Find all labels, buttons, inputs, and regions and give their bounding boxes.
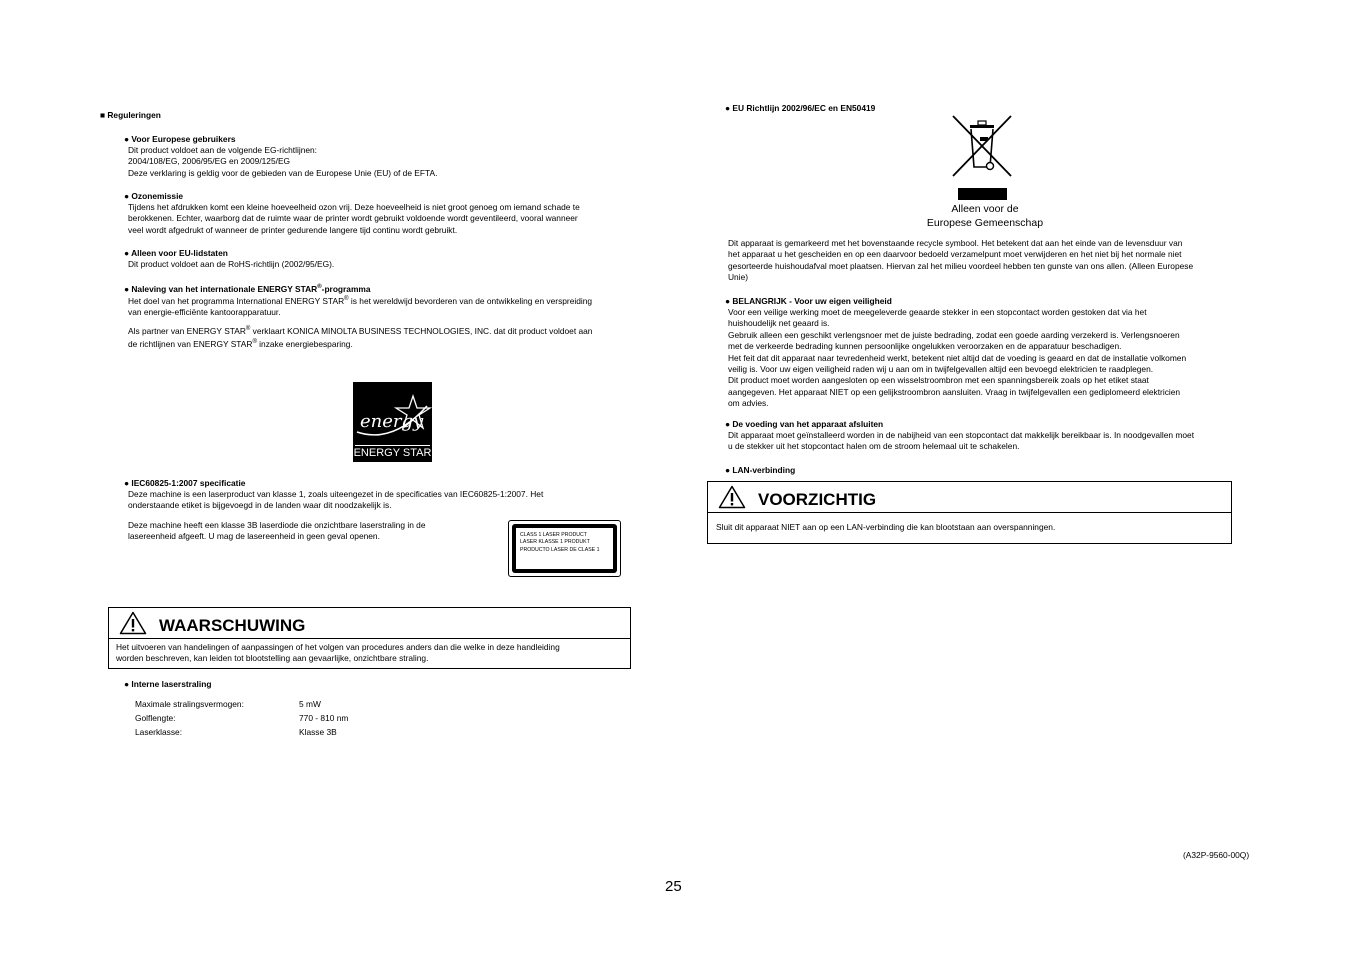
energy-star-paragraph-2: Als partner van ENERGY STAR® verklaart KONICA MINOLTA BUSINESS TECHNOLOGIES, INC. dat dit product voldoet aan de richtlijnen van ENERGY STAR® inzake energiebesparing.: [128, 325, 593, 349]
spec-label: Golflengte:: [135, 713, 176, 723]
document-code: (A32P-9560-00Q): [1183, 850, 1250, 860]
weee-title: ● EU Richtlijn 2002/96/EC en EN50419: [725, 103, 876, 113]
ozone-title: ● Ozonemissie: [124, 191, 184, 201]
eu-states-title: ● Alleen voor EU-lidstaten: [124, 248, 228, 258]
ozone-body: Tijdens het afdrukken komt een kleine hoeveelheid ozon vrij. Deze hoeveelheid is niet groot genoeg om iemand schade te berokkenen. Echter, waarborg dat de ruimte waar de printer wordt gebruikt voldoende wordt geventileerd, vooral wanneer veel wordt afgedrukt of wanneer de printer gedurende langere tijd continu wordt gebruikt.: [128, 202, 580, 235]
laser-class-label: [508, 520, 621, 577]
weee-caption: Alleen voor de Europese Gemeenschap: [926, 203, 1044, 229]
iec-body-2: Deze machine heeft een klasse 3B laserdiode die onzichtbare laserstraling in de lasereenheid afgeeft. U mag de lasereenheid in geen geval openen.: [128, 520, 426, 542]
warning-title: WAARSCHUWING: [159, 616, 306, 635]
energy-star-title: ● Naleving van het internationale ENERGY STAR®-programma: [124, 283, 371, 294]
table-row: [135, 699, 348, 713]
energy-script-text: energy: [360, 411, 424, 432]
internal-laser-title: ● Interne laserstraling: [124, 679, 212, 689]
caution-title: VOORZICHTIG: [758, 490, 877, 509]
laser-label-line-3: PRODUCTO LASER DE CLASE 1: [520, 546, 600, 553]
table-row: [135, 713, 348, 727]
spec-value: 5 mW: [299, 699, 321, 709]
weee-black-bar: [958, 188, 1007, 200]
caution-body: Sluit dit apparaat NIET aan op een LAN-verbinding die kan blootstaan aan overspanningen.: [716, 522, 1056, 532]
safety-title: ● BELANGRIJK - Voor uw eigen veiligheid: [725, 296, 892, 306]
warning-box: [108, 607, 631, 669]
laser-label-line-2: LASER KLASSE 1 PRODUKT: [520, 539, 590, 546]
energy-star-logo: [353, 382, 432, 462]
warning-triangle-icon: [119, 611, 147, 635]
caution-box: [707, 481, 1232, 544]
laser-spec-table: [135, 699, 348, 741]
safety-body: Voor een veilige werking moet de meegeleverde geaarde stekker in een stopcontact worden gestoken dat via het huishoudelijk net geaard is. Gebruik alleen een geschikt verlengsnoer met de juiste bedrading, zodat een goede aarding verzekerd is. Verlengsnoeren met de verkeerde bedrading kunnen persoonlijke ongelukken veroorzaken en de apparatuur beschadigen. Het feit dat dit apparaat naar tevredenheid werkt, betekent niet altijd dat de voeding is geaard en dat de installatie volkomen veilig is. Voor uw eigen veiligheid raden wij u aan om in twijfelgevallen altijd een bevoegd elektricien te raadplegen. Dit product moet worden aangesloten op een wisselstroombron met een spanningsbereik zoals op het etiket staat aangegeven. Het apparaat NIET op een gelijkstroombron aansluiten. Vraag in twijfelgevallen een gediplomeerd elektricien om advies.: [728, 307, 1187, 409]
eu-states-body: Dit product voldoet aan de RoHS-richtlijn (2002/95/EG).: [128, 259, 335, 269]
iec-body: Deze machine is een laserproduct van klasse 1, zoals uiteengezet in de specificaties van IEC60825-1:2007. Het onderstaande etiket is bijgevoegd in de landen waar dit noodzakelijk is.: [128, 489, 544, 511]
energy-star-paragraph-1: Het doel van het programma International ENERGY STAR® is het wereldwijd bevorderen van de ontwikkeling en verspreiding van energie-efficiënte kantoorapparatuur.: [128, 295, 593, 318]
energy-star-icon: [353, 382, 432, 446]
energy-star-logo-label: ENERGY STAR: [353, 447, 432, 459]
eu-users-body: Dit product voldoet aan de volgende EG-richtlijnen: 2004/108/EG, 2006/95/EG en 2009/125/EG Deze verklaring is geldig voor de gebieden van de Europese Unie (EU) of de EFTA.: [128, 145, 438, 178]
lan-title: ● LAN-verbinding: [725, 465, 796, 475]
spec-value: Klasse 3B: [299, 727, 337, 737]
table-row: [135, 727, 348, 741]
warning-body: Het uitvoeren van handelingen of aanpassingen of het volgen van procedures anders dan die welke in deze handleiding worden beschreven, kan leiden tot blootstelling aan gevaarlijke, onzichtbare straling.: [116, 642, 560, 664]
page-number: 25: [665, 878, 682, 895]
power-off-title: ● De voeding van het apparaat afsluiten: [725, 419, 884, 429]
spec-value: 770 - 810 nm: [299, 713, 349, 723]
spec-label: Maximale stralingsvermogen:: [135, 699, 244, 709]
spec-label: Laserklasse:: [135, 727, 183, 737]
iec-title: ● IEC60825-1:2007 specificatie: [124, 478, 246, 488]
crossed-out-bin-icon: [950, 113, 1014, 179]
power-off-body: Dit apparaat moet geïnstalleerd worden in de nabijheid van een stopcontact dat makkelijk bereikbaar is. In noodgevallen moet u de stekker uit het stopcontact halen om de stroom helemaal uit te schakelen.: [728, 430, 1195, 452]
caution-triangle-icon: [718, 485, 746, 509]
laser-label-line-1: CLASS 1 LASER PRODUCT: [520, 532, 587, 538]
weee-body: Dit apparaat is gemarkeerd met het bovenstaande recycle symbool. Het betekent dat aan het einde van de levensduur van het apparaat u het gescheiden en op een daarvoor bedoeld verzamelpunt moet verwijderen en het niet bij het normale niet gesorteerde huishoudafval moet plaatsen. Hiervan zal het milieu voordeel hebben ten gunste van ons allen. (Alleen Europese Unie): [728, 238, 1194, 283]
eu-users-title: ● Voor Europese gebruikers: [124, 134, 236, 144]
section-heading: ■ Reguleringen: [100, 110, 161, 120]
